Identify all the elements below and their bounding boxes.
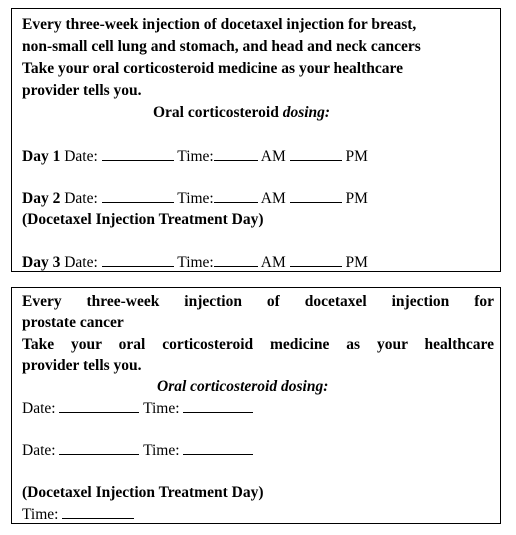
dose-row-day-2: Day 2 Date: Time: AM PM [22,190,368,207]
treatment-time-row: Time: [22,505,134,524]
dosing-card-prostate [11,287,501,524]
date-blank[interactable] [102,253,174,267]
pm-blank[interactable] [290,147,342,161]
instruction-line: provider tells you. [22,357,142,374]
date-blank[interactable] [102,147,174,161]
pm-blank[interactable] [290,189,342,203]
dosing-card-breast-lung-stomach [11,8,501,272]
time-blank[interactable] [214,189,258,203]
time-blank[interactable] [62,505,134,519]
time-blank[interactable] [183,399,253,413]
time-blank[interactable] [183,441,253,455]
instruction-line: Take your oral corticosteroid medicine as your healthcare [22,336,494,353]
time-blank[interactable] [214,147,258,161]
dose-row-day-3: Day 3 Date: Time: AM PM [22,254,368,271]
pm-blank[interactable] [290,253,342,267]
date-blank[interactable] [59,441,139,455]
card-title-line: Every three-week injection of docetaxel injection for breast, [22,16,417,33]
time-blank[interactable] [214,253,258,267]
card-title-line: non-small cell lung and stomach, and head and neck cancers [22,38,421,55]
card-title-line: Every three-week injection of docetaxel injection for [22,293,494,310]
dose-row-day-1: Day 1 Date: Time: AM PM [22,148,368,165]
instruction-line: Take your oral corticosteroid medicine as your healthcare [22,60,404,77]
date-blank[interactable] [102,189,174,203]
treatment-day-label: (Docetaxel Injection Treatment Day) [22,211,264,228]
dosing-heading: Oral corticosteroid dosing: [153,104,331,121]
dose-row: Date: Time: [22,441,253,460]
card-title-line: prostate cancer [22,314,124,331]
instruction-line: provider tells you. [22,82,142,99]
date-blank[interactable] [59,399,139,413]
dosing-heading: Oral corticosteroid dosing: [157,378,329,395]
treatment-day-label: (Docetaxel Injection Treatment Day) [22,484,264,501]
dose-row: Date: Time: [22,399,253,418]
